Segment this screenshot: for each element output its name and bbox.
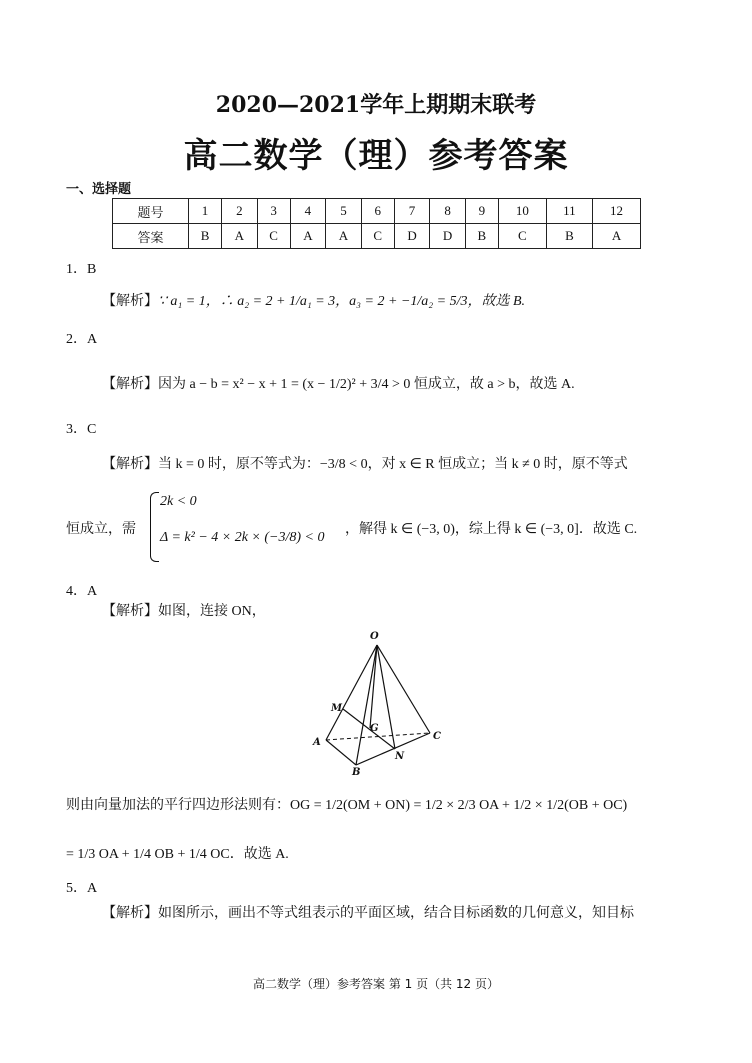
table-cell: 10 (498, 199, 546, 224)
table-cell: 7 (394, 199, 430, 224)
solution-tag: 【解析】 (102, 376, 158, 392)
brace (150, 492, 159, 562)
table-cell: B (189, 224, 222, 249)
question-number: 5．A (66, 881, 98, 896)
table-row (113, 199, 641, 224)
system-line-1: 2k < 0 (160, 494, 197, 509)
solution-text: 恒成立，需 (66, 522, 136, 537)
label-C: C (433, 731, 441, 742)
page-title: 高二数学（理）参考答案 (183, 136, 569, 176)
label-G: G (370, 723, 379, 734)
tetrahedron-figure (300, 625, 460, 775)
table-cell: 11 (546, 199, 592, 224)
table-cell: C (257, 224, 290, 249)
question-number: 2．A (66, 332, 98, 347)
table-cell: 5 (326, 199, 362, 224)
label-N: N (395, 751, 405, 762)
table-cell: 6 (361, 199, 394, 224)
table-cell: C (361, 224, 394, 249)
row-label: 题号 (113, 199, 189, 224)
row-label: 答案 (113, 224, 189, 249)
table-cell: D (394, 224, 430, 249)
table-cell: A (222, 224, 258, 249)
solution-tag: 【解析】 (102, 293, 158, 309)
table-cell: 2 (222, 199, 258, 224)
title-line1: 2020—2021学年上期期末联考 (215, 92, 537, 118)
solution-tag: 【解析】 (102, 456, 158, 472)
solution-text: ∵ a₁ = 1，∴ a₂ = 2 + 1/a₁ = 3，a₃ = 2 + −1/a₂ = 5/3，故选 B. (158, 294, 526, 309)
table-cell: B (465, 224, 498, 249)
solution-line (102, 373, 575, 393)
solution-text: ，解得 k ∈ (−3, 0)，综上得 k ∈ (−3, 0]．故选 C. (345, 522, 638, 537)
table-cell: D (430, 224, 466, 249)
solution-line (102, 453, 628, 473)
table-cell: 3 (257, 199, 290, 224)
table-cell: A (326, 224, 362, 249)
page-footer: 高二数学（理）参考答案 第 1 页（共 12 页） (253, 977, 499, 991)
solution-line (102, 290, 525, 310)
table-row (113, 224, 641, 249)
solution-text: 当 k = 0 时，原不等式为：−3/8 < 0，对 x ∈ R 恒成立；当 k ≠ 0 时，原不等式 (158, 457, 628, 472)
label-A: A (313, 737, 321, 748)
table-cell: 12 (593, 199, 641, 224)
label-B: B (352, 767, 361, 775)
solution-line (102, 600, 266, 620)
table-cell: 1 (189, 199, 222, 224)
answer-table (112, 198, 641, 249)
question-number: 1．B (66, 262, 97, 277)
solution-text: = 1/3 OA + 1/4 OB + 1/4 OC．故选 A. (66, 847, 289, 862)
solution-text: 如图所示，画出不等式组表示的平面区域，结合目标函数的几何意义，知目标 (158, 906, 634, 921)
solution-text: 则由向量加法的平行四边形法则有：OG = 1/2(OM + ON) = 1/2 × 2/3 OA + 1/2 × 1/2(OB + OC) (66, 798, 628, 813)
table-cell: 9 (465, 199, 498, 224)
solution-tag: 【解析】 (102, 603, 158, 619)
label-M: M (331, 703, 343, 714)
table-cell: 8 (430, 199, 466, 224)
table-cell: B (546, 224, 592, 249)
table-cell: C (498, 224, 546, 249)
solution-line (102, 902, 634, 922)
table-cell: A (593, 224, 641, 249)
solution-text: 如图，连接 ON， (158, 604, 266, 619)
question-number: 3．C (66, 422, 97, 437)
section-heading: 一、选择题 (66, 182, 132, 197)
solution-tag: 【解析】 (102, 905, 158, 921)
solution-text: 因为 a − b = x² − x + 1 = (x − 1/2)² + 3/4 > 0 恒成立，故 a > b，故选 A. (158, 377, 575, 392)
label-O: O (370, 631, 379, 642)
table-cell: 4 (290, 199, 326, 224)
system-line-2: Δ = k² − 4 × 2k × (−3/8) < 0 (160, 530, 325, 545)
table-cell: A (290, 224, 326, 249)
question-number: 4．A (66, 584, 98, 599)
